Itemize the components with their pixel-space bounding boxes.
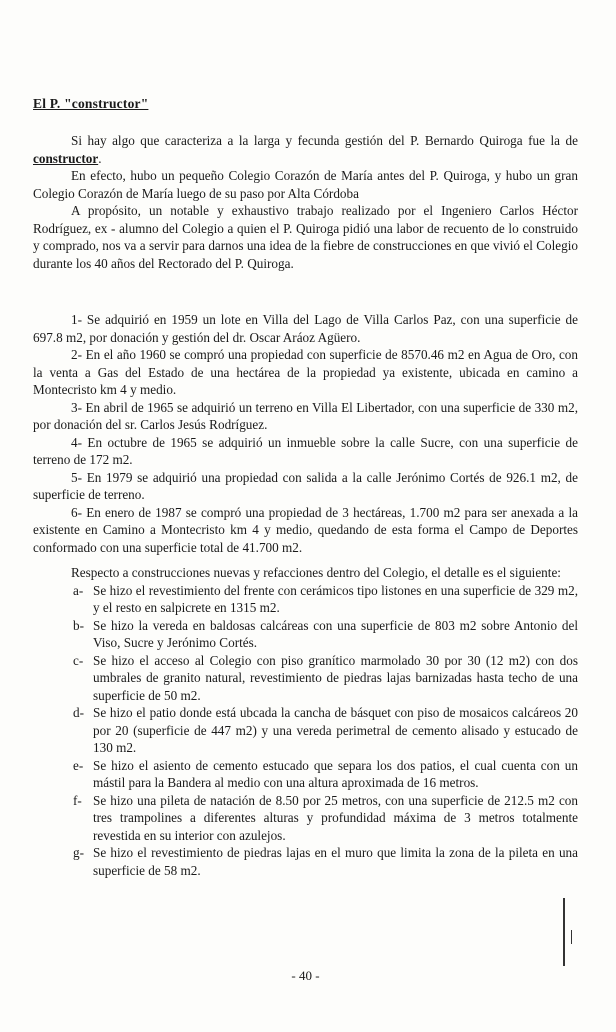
construction-item <box>33 757 578 792</box>
intro-p1-emphasis: constructor <box>33 150 99 166</box>
margin-mark <box>563 898 565 966</box>
item-label: b- <box>73 617 84 633</box>
acquisition-item: 1- Se adquirió en 1959 un lote en Villa del Lago de Villa Carlos Paz, con una superficie de 697.8 m2, por donación y gestión del dr. Oscar Aráoz Agüero. <box>33 312 578 345</box>
acquisition-item: 3- En abril de 1965 se adquirió un terreno en Villa El Libertador, con una superficie de 330 m2, por donación del sr. Carlos Jesús Rodríguez. <box>33 399 578 432</box>
item-text: Se hizo la vereda en baldosas calcáreas con una superficie de 803 m2 sobre Antonio del Viso, Sucre y Jerónimo Cortés. <box>93 617 578 650</box>
acquisition-item: 4- En octubre de 1965 se adquirió un inmueble sobre la calle Sucre, con una superficie de terreno de 172 m2. <box>33 434 578 467</box>
item-text: Se hizo el revestimiento del frente con cerámicos tipo listones en una superficie de 329 m2, y el resto en salpicrete en 1315 m2. <box>93 582 578 615</box>
item-text: Se hizo el patio donde está ubcada la cancha de básquet con piso de mosaicos calcáreos 20 por 20 (superficie de 447 m2) y una vereda perimetral de cemento alisado y estucado de 130 m2. <box>93 705 578 755</box>
construction-item <box>33 844 578 879</box>
item-label: f- <box>73 792 82 808</box>
item-label: e- <box>73 757 84 773</box>
intro-p1-text: Si hay algo que caracteriza a la larga y fecunda gestión del P. Bernardo Quiroga fue la de <box>71 133 578 148</box>
item-text: Se hizo el revestimiento de piedras lajas en el muro que limita la zona de la pileta en una superficie de 58 m2. <box>93 845 578 878</box>
acquisitions-list <box>33 311 578 556</box>
construction-item <box>33 652 578 705</box>
construction-item <box>33 792 578 845</box>
construction-item <box>33 617 578 652</box>
construction-item <box>33 582 578 617</box>
construction-item <box>33 704 578 757</box>
item-label: a- <box>73 582 84 598</box>
item-text: Se hizo el asiento de cemento estucado que separa los dos patios, el cual cuenta con un mástil para la Bandera al medio con una altura aproximada de 16 metros. <box>93 757 578 790</box>
acquisition-item: 2- En el año 1960 se compró una propiedad con superficie de 8570.46 m2 en Agua de Oro, con la venta a Gas del Estado de una hectárea de la propiedad ya existente, ubicada en camino a Montecristo km 4 y medio. <box>33 347 578 397</box>
item-label: d- <box>73 705 84 720</box>
intro-paragraph-1 <box>33 132 578 167</box>
constructions-section <box>33 564 578 879</box>
page-number: - 40 - <box>291 968 320 983</box>
intro-section <box>33 132 578 272</box>
constructions-list <box>33 582 578 880</box>
acquisition-item: 5- En 1979 se adquirió una propiedad con salida a la calle Jerónimo Cortés de 926.1 m2, de superficie de terreno. <box>33 469 578 502</box>
item-text: Se hizo una pileta de natación de 8.50 por 25 metros, con una superficie de 212.5 m2 con tres trampolines a diferentes alturas y profundidad máxima de 3 metros totalmente revestida en su interior con azulejos. <box>93 792 578 843</box>
item-label: g- <box>73 845 84 860</box>
constructions-lead: Respecto a construcciones nuevas y refacciones dentro del Colegio, el detalle es el siguiente: <box>71 565 561 580</box>
margin-mark-small <box>571 930 572 944</box>
intro-paragraph-2: En efecto, hubo un pequeño Colegio Corazón de María antes del P. Quiroga, y hubo un gran Colegio Corazón de María luego de su paso por Alta Córdoba <box>33 168 578 201</box>
item-label: c- <box>73 652 84 668</box>
section-title: El P. "constructor" <box>33 96 149 111</box>
intro-paragraph-3: A propósito, un notable y exhaustivo trabajo realizado por el Ingeniero Carlos Héctor Rodríguez, ex - alumno del Colegio a quien el P. Quiroga pidió una labor de recuento de lo construido y comprado, nos va a servir para darnos una idea de la fiebre de construcciones en que vivió el Colegio durante los 40 años del Rectorado del P. Quiroga. <box>33 203 578 271</box>
acquisition-item: 6- En enero de 1987 se compró una propiedad de 3 hectáreas, 1.700 m2 para ser anexada a la existente en Camino a Montecristo km 4 y medio, quedando de esta forma el Campo de Deportes conformado con una superficie total de 41.700 m2. <box>33 504 578 555</box>
item-text: Se hizo el acceso al Colegio con piso granítico marmolado 30 por 30 (12 m2) con dos umbrales de granito natural, revestimiento de piedras lajas barnizadas hasta techo de una superficie de 50 m2. <box>93 652 578 703</box>
intro-p1-end: . <box>98 150 102 166</box>
